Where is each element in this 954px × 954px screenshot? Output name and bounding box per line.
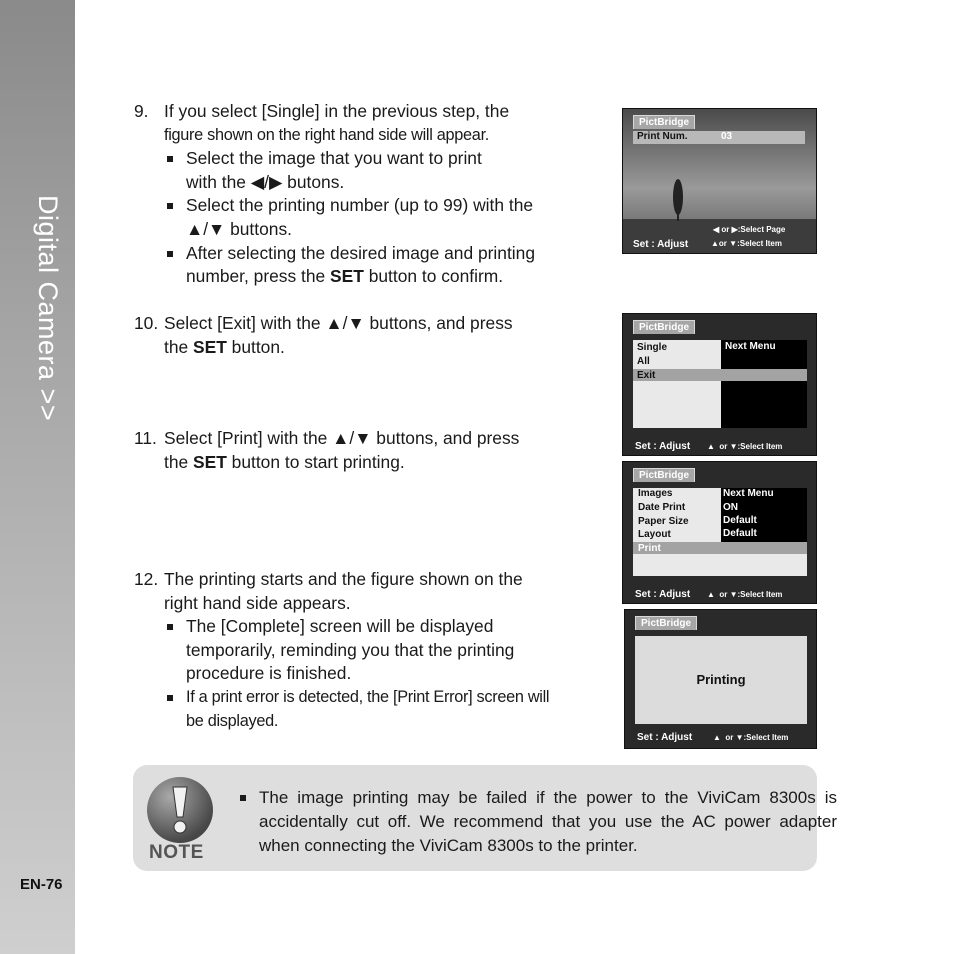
value-layout: Default xyxy=(723,528,757,539)
tab-pictbridge: PictBridge xyxy=(635,616,697,630)
hint-select-page: ◀ or ▶:Select Page xyxy=(713,225,786,234)
menu-item-all[interactable]: All xyxy=(637,356,650,367)
menu-item-print[interactable]: Print xyxy=(638,543,661,554)
value-paper-size: Default xyxy=(723,515,757,526)
selection-highlight xyxy=(633,369,807,381)
menu-item-paper-size[interactable]: Paper Size xyxy=(638,516,689,527)
tab-pictbridge: PictBridge xyxy=(633,320,695,334)
step-text: If you select [Single] in the previous step, the xyxy=(164,101,510,121)
value-next-menu: Next Menu xyxy=(723,488,774,499)
value-date-print: ON xyxy=(723,502,738,513)
step-number: 10. xyxy=(134,313,159,333)
step-10 xyxy=(134,312,554,359)
bullet-item: After selecting the desired image and printing number, press the SET button to confirm. xyxy=(164,242,541,289)
menu-panel xyxy=(633,488,807,576)
footer-set-adjust: Set : Adjust xyxy=(637,732,693,743)
bullet-item: Select the image that you want to print with the ◀/▶ butons. xyxy=(164,147,506,194)
hint-select-item: ▲ or ▼:Select Item xyxy=(713,733,789,742)
note-label: NOTE xyxy=(149,842,204,863)
step-9 xyxy=(134,100,554,289)
printing-status: Printing xyxy=(696,672,746,687)
page-number: EN-76 xyxy=(20,876,63,893)
menu-item-images[interactable]: Images xyxy=(638,488,673,499)
status-panel xyxy=(635,636,807,724)
footer-set-adjust: Set : Adjust xyxy=(635,589,691,600)
menu-item-date-print[interactable]: Date Print xyxy=(638,502,686,513)
print-num-row xyxy=(633,131,805,144)
step-number: 12. xyxy=(134,569,159,589)
bullet-item: The [Complete] screen will be displayed temporarily, reminding you that the printing procedure is finished. xyxy=(164,615,541,686)
screen-printing xyxy=(624,609,817,749)
menu-item-exit[interactable]: Exit xyxy=(637,370,656,381)
step-number: 11. xyxy=(134,428,157,448)
step-12 xyxy=(134,568,554,733)
hint-select-item: ▲or ▼:Select Item xyxy=(711,239,782,248)
exclamation-icon xyxy=(147,777,213,843)
step-text: The printing starts and the figure shown on the right hand side appears. xyxy=(164,569,523,613)
footer-set-adjust: Set : Adjust xyxy=(633,239,689,250)
screen-print-num xyxy=(622,108,817,254)
print-num-label: Print Num. xyxy=(637,131,688,142)
next-menu-label: Next Menu xyxy=(725,341,776,352)
note-box xyxy=(133,765,837,871)
sidebar-title: Digital Camera >> xyxy=(33,195,63,422)
menu-item-single[interactable]: Single xyxy=(637,342,668,353)
footer-set-adjust: Set : Adjust xyxy=(635,441,691,452)
menu-item-layout[interactable]: Layout xyxy=(638,529,671,540)
hint-select-item: ▲ or ▼:Select Item xyxy=(707,590,783,599)
note-text: The image printing may be failed if the power to the ViviCam 8300s is accidentally cut off. We recommend that you use the AC power adapter when connecting the ViviCam 8300s to the printer. xyxy=(237,786,837,858)
step-11 xyxy=(134,427,554,474)
step-number: 9. xyxy=(134,101,149,121)
step-text: Select [Print] with the ▲/▼ buttons, and press the SET button to start printing. xyxy=(164,428,520,472)
screen-print-menu xyxy=(622,461,817,604)
tab-pictbridge: PictBridge xyxy=(633,115,695,129)
hint-select-item: ▲ or ▼:Select Item xyxy=(707,442,783,451)
tab-pictbridge: PictBridge xyxy=(633,468,695,482)
print-num-value: 03 xyxy=(721,131,733,142)
bullet-item: If a print error is detected, the [Print Error] screen will be displayed. xyxy=(164,686,551,733)
step-text: Select [Exit] with the ▲/▼ buttons, and press the SET button. xyxy=(164,313,513,357)
sidebar xyxy=(0,0,75,954)
menu-panel xyxy=(633,340,807,428)
bullet-item: Select the printing number (up to 99) with the ▲/▼ buttons. xyxy=(164,194,536,241)
screen-exit-menu xyxy=(622,313,817,456)
step-text: figure shown on the right hand side will appear. xyxy=(164,125,490,144)
